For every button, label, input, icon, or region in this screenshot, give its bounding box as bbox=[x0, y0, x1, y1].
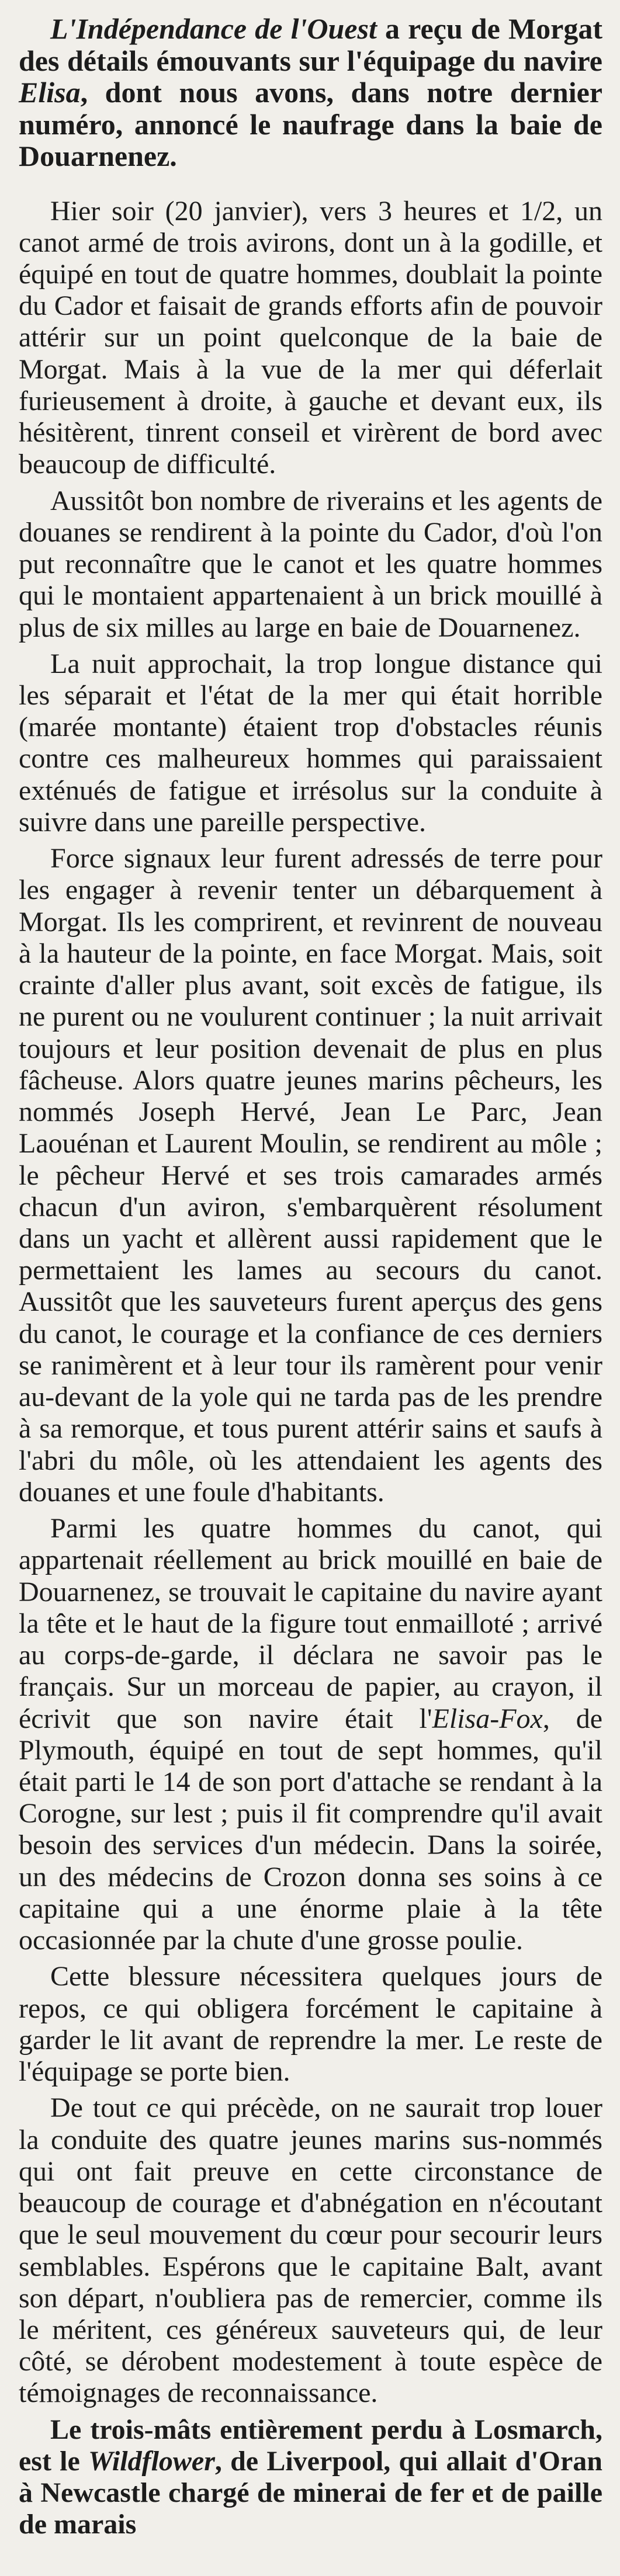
final-text-part-2: , de Liverpool, qui allait d'Oran à Newcastle chargé de minerai de fer et de paille de marais bbox=[19, 2445, 602, 2540]
publication-name: L'Indépendance de l'Ouest bbox=[50, 12, 377, 45]
paragraph-injury: Cette blessure nécessitera quelques jours de repos, ce qui obligera forcément le capitaine à garder le lit avant de reprendre la mer. Le reste de l'équipage se porte bien. bbox=[19, 1961, 602, 2088]
paragraph-wildflower bbox=[19, 2414, 602, 2541]
final-text-part-1: Le trois-mâts entièrement perdu à Losmarch, est le bbox=[19, 2414, 602, 2477]
paragraph-rescue: Force signaux leur furent adressés de terre pour les engager à revenir tenter un débarquement à Morgat. Ils les comprirent, et revinrent de nouveau à la hauteur de la pointe, en face Morgat. Mais, soit crainte d'aller plus avant, soit excès de fatigue, ils ne purent ou ne voulurent continuer ; la nuit arrivait toujours et leur position devenait de plus en plus fâcheuse. Alors quatre jeunes marins pêcheurs, les nommés Joseph Hervé, Jean Le Parc, Jean Laouénan et Laurent Moulin, se rendirent au môle ; le pêcheur Hervé et ses trois camarades armés chacun d'un aviron, s'embarquèrent résolument dans un yacht et allèrent aussi rapidement que le permettaient les lames au secours du canot. Aussitôt que les sauveteurs furent aperçus des gens du canot, le courage et la confiance de ces derniers se ranimèrent et à leur tour ils ramèrent pour venir au-devant de la yole qui ne tarda pas de les prendre à sa remorque, et tous purent attérir sains et saufs à l'abri du môle, où les attendaient les agents des douanes et une foule d'habitants. bbox=[19, 843, 602, 1508]
ship-name-elisa-fox: Elisa-Fox bbox=[432, 1703, 543, 1734]
paragraph-praise: De tout ce qui précède, on ne saurait trop louer la conduite des quatre jeunes marins sus-nommés qui ont fait preuve en cette circonstance de beaucoup de courage et d'abnégation en n'écoutant que le seul mouvement du cœur pour secourir leurs semblables. Espérons que le capitaine Balt, avant son départ, n'oubliera pas de remercier, comme ils le méritent, ces généreux sauveteurs qui, de leur côté, se dérobent modestement à toute espèce de témoignages de reconnaissance. bbox=[19, 2092, 602, 2409]
lead-text-part-2: , dont nous avons, dans notre dernier numéro, annoncé le naufrage dans la baie de Douarnenez. bbox=[19, 76, 602, 172]
captain-text-part-2: , de Plymouth, équipé en tout de sept hommes, qu'il était parti le 14 de son port d'attache se rendant à la Corogne, sur lest ; puis il fit comprendre qu'il avait besoin des services d'un médecin. Dans la soirée, un des médecins de Crozon donna ses soins à ce capitaine qui a une énorme plaie à la tête occasionnée par la chute d'une grosse poulie. bbox=[19, 1703, 602, 1956]
ship-name-elisa: Elisa bbox=[19, 76, 81, 109]
captain-text-part-1: Parmi les quatre hommes du canot, qui appartenait réellement au brick mouillé en baie de Douarnenez, se trouvait le capitaine du navire ayant la tête et le haut de la figure tout enmailloté ; arrivé au corps-de-garde, il déclara ne savoir pas le français. Sur un morceau de papier, au crayon, il écrivit que son navire était l' bbox=[19, 1513, 602, 1734]
paragraph-canoe-arrival: Hier soir (20 janvier), vers 3 heures et 1/2, un canot armé de trois avirons, dont un à la godille, et équipé en tout de quatre hommes, doublait la pointe du Cador et faisait de grands efforts afin de pouvoir attérir sur un point quelconque de la baie de Morgat. Mais à la vue de la mer qui déferlait furieusement à droite, à gauche et devant eux, ils hésitèrent, tinrent conseil et virèrent de bord avec beaucoup de difficulté. bbox=[19, 195, 602, 480]
article-lead bbox=[19, 13, 602, 172]
lead-text-part-1: a reçu de Morgat des détails émouvants sur l'équipage du navire bbox=[19, 12, 602, 77]
news-article bbox=[19, 13, 602, 2541]
ship-name-wildflower: Wildflower bbox=[88, 2445, 215, 2477]
paragraph-riverains: Aussitôt bon nombre de riverains et les agents de douanes se rendirent à la pointe du Cador, d'où l'on put reconnaître que le canot et les quatre hommes qui le montaient appartenaient à un brick mouillé à plus de six milles au large en baie de Douarnenez. bbox=[19, 485, 602, 643]
paragraph-captain bbox=[19, 1513, 602, 1956]
paragraph-nightfall: La nuit approchait, la trop longue distance qui les séparait et l'état de la mer qui était horrible (marée montante) étaient trop d'obstacles réunis contre ces malheureux hommes qui paraissaient exténués de fatigue et irrésolus sur la conduite à suivre dans une pareille perspective. bbox=[19, 648, 602, 838]
